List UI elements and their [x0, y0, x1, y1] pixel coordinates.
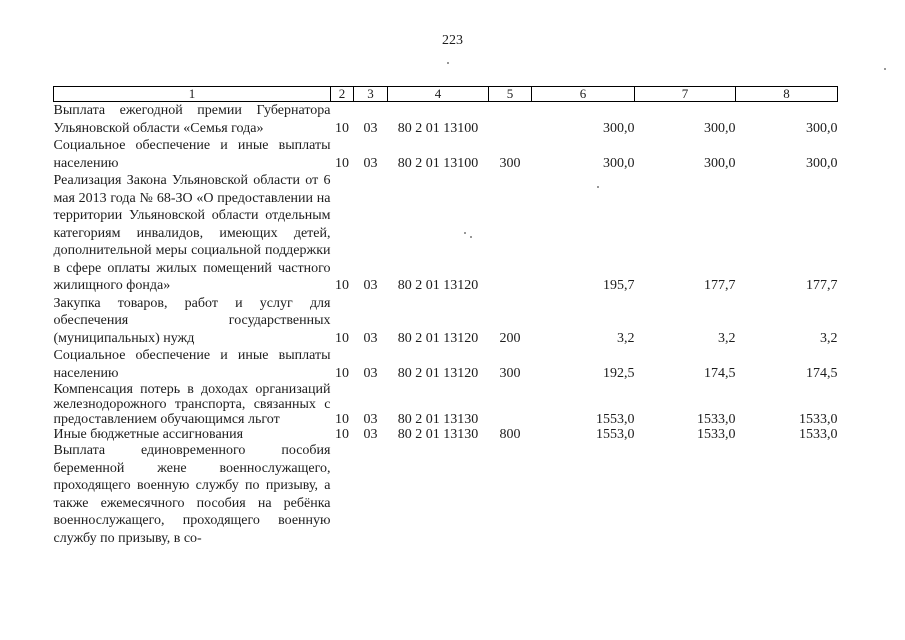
- amount-col-8: [736, 442, 838, 547]
- scan-speck: [884, 68, 886, 70]
- target-article-code: 80 2 01 13130: [397, 412, 479, 427]
- target-article-code: 80 2 01 13130: [397, 427, 479, 442]
- expense-type-code: [489, 382, 532, 427]
- budget-table: [53, 86, 838, 547]
- expense-type-code: 800: [499, 427, 521, 442]
- amount-col-8: 1533,0: [799, 427, 838, 442]
- amount-col-8: 3,2: [820, 330, 838, 346]
- amount-col-6: 300,0: [603, 120, 635, 136]
- amount-col-7: 177,7: [704, 278, 736, 293]
- subsection-code: 03: [363, 427, 378, 442]
- row-description: Социальное обеспечение и иные выплаты населению: [53, 348, 331, 381]
- subsection-code: [354, 442, 388, 547]
- subsection-code: 03: [363, 412, 378, 427]
- section-code: 10: [335, 427, 349, 442]
- row-description: Реализация Закона Ульяновской области от 6 мая 2013 года № 68-ЗО «О предоставлении на территории Ульяновской области отдельным категориям инвалидов, имеющих детей, дополнительной меры социальной поддержки в сфере оплаты жилых помещений частного жилищного фонда»: [53, 173, 331, 293]
- amount-col-6: 300,0: [603, 155, 635, 171]
- amount-col-7: 300,0: [704, 155, 736, 171]
- amount-col-7: 3,2: [718, 330, 736, 346]
- expense-type-code: 300: [499, 365, 521, 381]
- subsection-code: 03: [363, 120, 378, 136]
- amount-col-6: 3,2: [617, 330, 635, 346]
- column-header-5: 5: [489, 87, 532, 102]
- amount-col-8: 300,0: [806, 155, 838, 171]
- column-header-7: 7: [635, 87, 736, 102]
- subsection-code: 03: [363, 330, 378, 346]
- table-row: [54, 295, 838, 348]
- row-description: Выплата ежегодной премии Губернатора Ульяновской области «Семья года»: [53, 103, 331, 136]
- target-article-code: [388, 442, 489, 547]
- amount-col-7: 300,0: [704, 120, 736, 136]
- row-description: Закупка товаров, работ и услуг для обеспечения государственных (муниципальных) нужд: [53, 295, 331, 346]
- section-code: 10: [335, 330, 349, 346]
- row-description: Иные бюджетные ассигнования: [53, 427, 244, 442]
- expense-type-code: [489, 442, 532, 547]
- amount-col-8: 1533,0: [799, 412, 838, 427]
- subsection-code: 03: [363, 365, 378, 381]
- column-header-4: 4: [388, 87, 489, 102]
- expense-type-code: [489, 102, 532, 138]
- section-code: 10: [335, 155, 349, 171]
- scan-speck: [470, 236, 472, 238]
- amount-col-8: 300,0: [806, 120, 838, 136]
- amount-col-8: 177,7: [806, 278, 838, 293]
- section-code: [331, 442, 354, 547]
- amount-col-7: [635, 442, 736, 547]
- amount-col-6: 192,5: [603, 365, 635, 381]
- column-header-3: 3: [354, 87, 388, 102]
- section-code: 10: [335, 412, 349, 427]
- table-row: [54, 442, 838, 547]
- expense-type-code: 200: [499, 330, 521, 346]
- amount-col-6: 195,7: [603, 278, 635, 293]
- column-header-6: 6: [532, 87, 635, 102]
- target-article-code: 80 2 01 13120: [397, 365, 479, 381]
- table-row: [54, 102, 838, 138]
- amount-col-6: 1553,0: [596, 427, 635, 442]
- column-header-1: 1: [54, 87, 331, 102]
- section-code: 10: [335, 120, 349, 136]
- scan-speck: [447, 62, 449, 64]
- table-row: [54, 347, 838, 382]
- target-article-code: 80 2 01 13100: [397, 155, 479, 171]
- target-article-code: 80 2 01 13120: [397, 330, 479, 346]
- target-article-code: 80 2 01 13100: [397, 120, 479, 136]
- amount-col-6: 1553,0: [596, 412, 635, 427]
- section-code: 10: [335, 365, 349, 381]
- row-description: Выплата единовременного пособия беременной жене военнослужащего, проходящего военную службу по призыву, а также ежемесячного пособия на ребёнка военнослужащего, проходящего военную службу по призыву, в со-: [53, 443, 331, 546]
- target-article-code: 80 2 01 13120: [397, 278, 479, 293]
- row-description: Компенсация потерь в доходах организаций железнодорожного транспорта, связанных с предоставлением обучающимся льгот: [53, 382, 331, 427]
- section-code: 10: [335, 278, 349, 293]
- row-description: Социальное обеспечение и иные выплаты населению: [53, 138, 331, 171]
- table-row: [54, 172, 838, 295]
- subsection-code: 03: [363, 278, 378, 293]
- table-header-row: [54, 87, 838, 102]
- column-header-8: 8: [736, 87, 838, 102]
- page-number: 223: [442, 33, 463, 48]
- scan-speck: [597, 186, 599, 188]
- table-row: [54, 427, 838, 442]
- expense-type-code: 300: [499, 155, 521, 171]
- amount-col-7: 174,5: [704, 365, 736, 381]
- expense-type-code: [489, 172, 532, 295]
- amount-col-8: 174,5: [806, 365, 838, 381]
- table-row: [54, 137, 838, 172]
- table-row: [54, 382, 838, 427]
- subsection-code: 03: [363, 155, 378, 171]
- amount-col-6: [532, 442, 635, 547]
- amount-col-7: 1533,0: [697, 412, 736, 427]
- scan-speck: [464, 232, 466, 234]
- amount-col-7: 1533,0: [697, 427, 736, 442]
- column-header-2: 2: [331, 87, 354, 102]
